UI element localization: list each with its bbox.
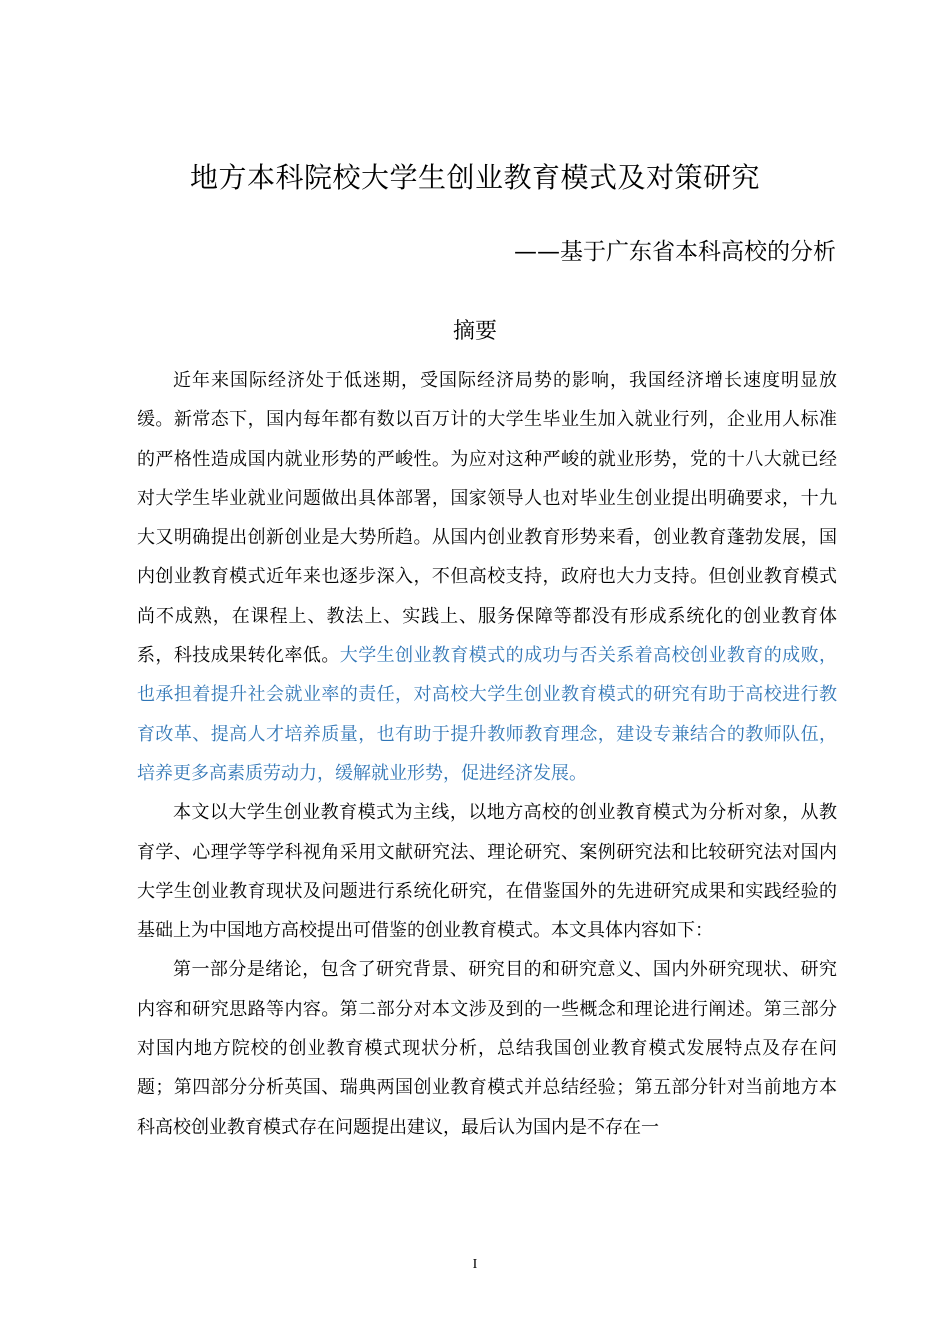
document-subtitle: ——基于广东省本科高校的分析	[514, 239, 836, 265]
paragraph-text: 本文以大学生创业教育模式为主线，以地方高校的创业教育模式为分析对象，从教育学、心理学等学科视角采用文献研究法、理论研究、案例研究法和比较研究法对国内大学生创业教育现状及问题进行系统化研究，在借鉴国外的先进研究成果和实践经验的基础上为中国地方高校提出可借鉴的创业教育模式。本文具体内容如下：	[137, 802, 837, 942]
paragraph-text: 近年来国际经济处于低迷期，受国际经济局势的影响，我国经济增长速度明显放缓。新常态下，国内每年都有数以百万计的大学生毕业生加入就业行列，企业用人标准的严格性造成国内就业形势的严峻性。为应对这种严峻的就业形势，党的十八大就已经对大学生毕业就业问题做出具体部署，国家领导人也对毕业生创业提出明确要求，十九大又明确提出创新创业是大势所趋。从国内创业教育形势来看，创业教育蓬勃发展，国内创业教育模式近年来也逐步深入，不但高校支持，政府也大力支持。但创业教育模式尚不成熟，在课程上、教法上、实践上、服务保障等都没有形成系统化的创业教育体系，科技成果转化率低。	[137, 370, 837, 667]
abstract-paragraph-2	[137, 793, 837, 950]
abstract-paragraph-1	[137, 361, 837, 793]
highlighted-text: 大学生创业教育模式的成功与否关系着高校创业教育的成败，也承担着提升社会就业率的责任，对高校大学生创业教育模式的研究有助于高校进行教育改革、提高人才培养质量，也有助于提升教师教育理念，建设专兼结合的教师队伍，培养更多高素质劳动力，缓解就业形势，促进经济发展。	[137, 645, 838, 784]
document-title: 地方本科院校大学生创业教育模式及对策研究	[189, 161, 760, 194]
abstract-heading: 摘要	[452, 319, 497, 344]
paragraph-text: 第一部分是绪论，包含了研究背景、研究目的和研究意义、国内外研究现状、研究内容和研究思路等内容。第二部分对本文涉及到的一些概念和理论进行阐述。第三部分对国内地方院校的创业教育模式现状分析，总结我国创业教育模式发展特点及存在问题；第四部分分析英国、瑞典两国创业教育模式并总结经验；第五部分针对当前地方本科高校创业教育模式存在问题提出建议，最后认为国内是不存在一	[137, 959, 837, 1138]
abstract-body	[137, 361, 837, 1147]
abstract-paragraph-3	[137, 950, 837, 1146]
page-number: I	[472, 1257, 478, 1272]
